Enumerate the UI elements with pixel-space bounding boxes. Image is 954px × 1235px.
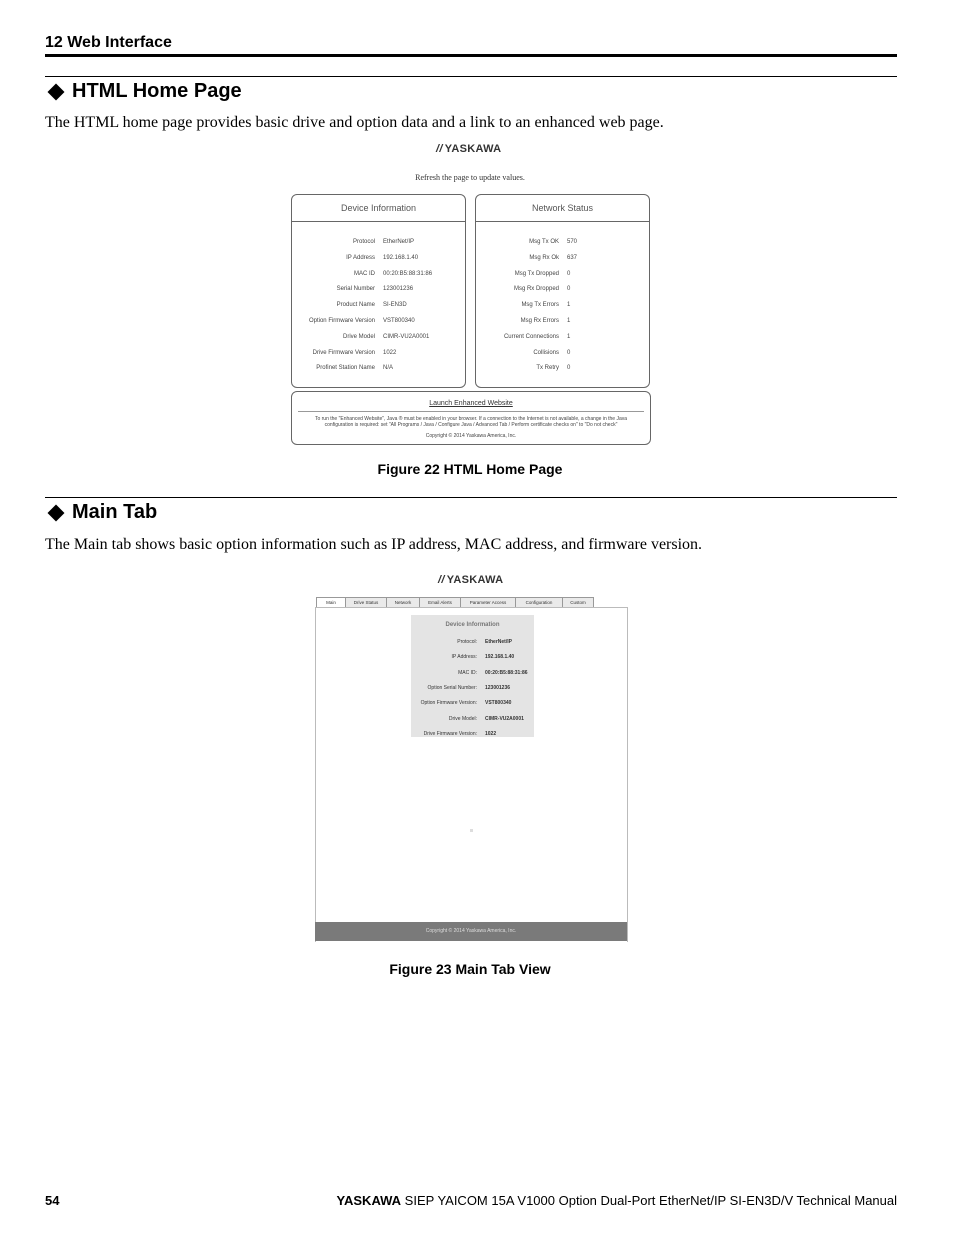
device-info-value: 1022 (383, 349, 397, 356)
main-info-value: 1022 (485, 730, 497, 737)
tab-main[interactable]: Main (316, 597, 346, 608)
device-info-box (411, 615, 534, 737)
network-status-label: Msg Rx Ok (529, 254, 559, 261)
device-info-value: 00:20:B5:88:31:86 (383, 270, 433, 277)
main-info-label: MAC ID: (458, 669, 477, 676)
device-info-label: Product Name (336, 302, 375, 309)
page-number: 54 (45, 1193, 60, 1208)
network-status-label: Msg Tx Errors (521, 302, 559, 309)
launch-enhanced-website-link[interactable]: Launch Enhanced Website (429, 400, 513, 407)
device-info-row (292, 349, 397, 358)
main-info-label: Drive Firmware Version: (423, 730, 477, 737)
figure23-caption: Figure 23 Main Tab View (389, 961, 551, 977)
main-info-row (411, 730, 497, 738)
manual-title: YASKAWA SIEP YAICOM 15A V1000 Option Dual-Port EtherNet/IP SI-EN3D/V Technical Manual (336, 1193, 897, 1208)
main-info-value: 123001236 (485, 684, 511, 691)
network-status-label: Msg Tx Dropped (514, 270, 559, 277)
section-title-main-tab: Main Tab (45, 501, 157, 524)
device-info-row (292, 286, 414, 294)
yaskawa-mark-icon: // (436, 143, 443, 155)
network-status-row (476, 365, 571, 373)
device-info-label: MAC ID (354, 270, 375, 277)
main-info-value: 00:20:B5:88:31:86 (485, 669, 528, 676)
device-info-label: Drive Firmware Version (312, 349, 375, 356)
header-rule (45, 54, 897, 57)
network-status-label: Msg Tx OK (529, 239, 559, 245)
network-status-panel (475, 194, 650, 388)
network-status-row (476, 333, 571, 342)
main-info-row (411, 700, 512, 707)
tab-custom[interactable]: Custom (562, 597, 594, 607)
network-status-value: 0 (567, 365, 571, 372)
device-info-value: CIMR-VU2A0001 (383, 333, 430, 340)
main-info-value: EtherNet/IP (485, 639, 512, 645)
main-info-row (411, 715, 524, 723)
network-status-row (476, 239, 578, 247)
main-tab-content (315, 607, 628, 942)
device-info-value: SI-EN3D (383, 302, 407, 309)
network-status-label: Collisions (533, 349, 559, 356)
network-status-row (476, 254, 578, 263)
main-info-label: Option Serial Number: (427, 684, 477, 691)
java-note-line2: configuration is required: set "All Programs / Java / Configure Java / Advanced Tab / Perform certificate checks on" to "Do not check" (324, 422, 618, 428)
tab-bar (316, 597, 593, 607)
device-info-label: Profinet Station Name (316, 365, 375, 372)
tab-configuration[interactable]: Configuration (515, 597, 563, 607)
device-info-row (292, 365, 394, 373)
fig22-copyright: Copyright © 2014 Yaskawa America, Inc. (425, 433, 517, 439)
device-info-panel (291, 194, 466, 388)
device-info-label: Drive Model (342, 333, 375, 340)
diamond-bullet-icon (48, 83, 65, 100)
device-info-value: 192.168.1.40 (383, 254, 419, 261)
network-status-row (476, 318, 571, 326)
device-info-label: Option Firmware Version (308, 318, 375, 324)
device-info-value: N/A (383, 365, 394, 372)
network-status-row (476, 302, 571, 310)
main-info-label: Option Firmware Version: (420, 700, 477, 707)
yaskawa-mark-icon: // (438, 574, 445, 586)
device-info-value: EtherNet/IP (383, 239, 415, 245)
main-info-value: 192.168.1.40 (485, 654, 515, 661)
network-status-value: 0 (567, 286, 571, 293)
network-status-row (476, 286, 571, 294)
main-info-row (411, 654, 515, 661)
tab-parameter-access[interactable]: Parameter Access (460, 597, 516, 607)
device-info-value: VST800340 (383, 318, 415, 324)
figure22-caption: Figure 22 HTML Home Page (377, 461, 563, 477)
section-rule-2 (45, 497, 897, 498)
device-info-title: Device Information (292, 195, 465, 222)
network-status-value: 1 (567, 302, 571, 309)
device-info-label: IP Address (346, 254, 375, 261)
tab-email-alerts[interactable]: Email Alerts (419, 597, 461, 607)
section1-body: The HTML home page provides basic drive and option data and a link to an enhanced web page. (45, 114, 664, 131)
main-info-row (411, 669, 528, 677)
section-rule (45, 76, 897, 77)
device-info-title: Device Information (445, 622, 500, 628)
network-status-label: Msg Rx Dropped (513, 286, 559, 293)
network-status-value: 570 (567, 239, 578, 245)
main-info-value: VST800340 (485, 700, 512, 707)
section-title-html-home: HTML Home Page (45, 80, 242, 103)
loading-dot (470, 829, 473, 832)
yaskawa-logo: // YASKAWA (436, 143, 502, 155)
network-status-row (476, 270, 571, 279)
figure-main-tab-view (314, 570, 627, 942)
main-info-label: Protocol: (457, 639, 477, 645)
device-info-row (292, 333, 430, 342)
network-status-label: Msg Rx Errors (520, 318, 559, 324)
java-note-line1: To run the "Enhanced Website", Java ® must be enabled in your browser. If a connection to the Internet is not available, a change in the Java (314, 416, 628, 422)
network-status-value: 637 (567, 254, 578, 261)
main-info-row (411, 684, 511, 692)
network-status-title: Network Status (476, 195, 649, 222)
tab-network[interactable]: Network (386, 597, 420, 607)
refresh-note: Refresh the page to update values. (415, 173, 525, 182)
diamond-bullet-icon (48, 504, 65, 521)
main-info-label: Drive Model: (448, 715, 477, 722)
network-status-value: 1 (567, 318, 571, 324)
chapter-heading: 12 Web Interface (45, 34, 172, 51)
device-info-row (292, 270, 433, 279)
tab-drive-status[interactable]: Drive Status (345, 597, 387, 607)
network-status-value: 0 (567, 349, 571, 356)
network-status-row (476, 349, 571, 358)
network-status-value: 1 (567, 333, 571, 340)
network-status-label: Current Connections (503, 333, 559, 340)
device-info-row (292, 318, 415, 326)
main-info-value: CIMR-VU2A0001 (485, 715, 524, 722)
launch-divider (298, 411, 644, 412)
figure-html-home-page (288, 137, 652, 449)
fig23-footer: Copyright © 2014 Yaskawa America, Inc. (315, 922, 627, 941)
launch-panel (291, 391, 651, 445)
section2-body: The Main tab shows basic option information such as IP address, MAC address, and firmware version. (45, 536, 703, 553)
device-info-row (292, 302, 407, 310)
main-info-row (411, 639, 512, 646)
device-info-row (292, 239, 415, 247)
yaskawa-logo: // YASKAWA (438, 574, 504, 586)
main-info-label: IP Address: (451, 654, 477, 661)
device-info-label: Serial Number (336, 286, 375, 293)
network-status-value: 0 (567, 270, 571, 277)
network-status-label: Tx Retry (536, 365, 559, 372)
device-info-row (292, 254, 419, 263)
device-info-label: Protocol (352, 239, 375, 245)
device-info-value: 123001236 (383, 286, 414, 293)
